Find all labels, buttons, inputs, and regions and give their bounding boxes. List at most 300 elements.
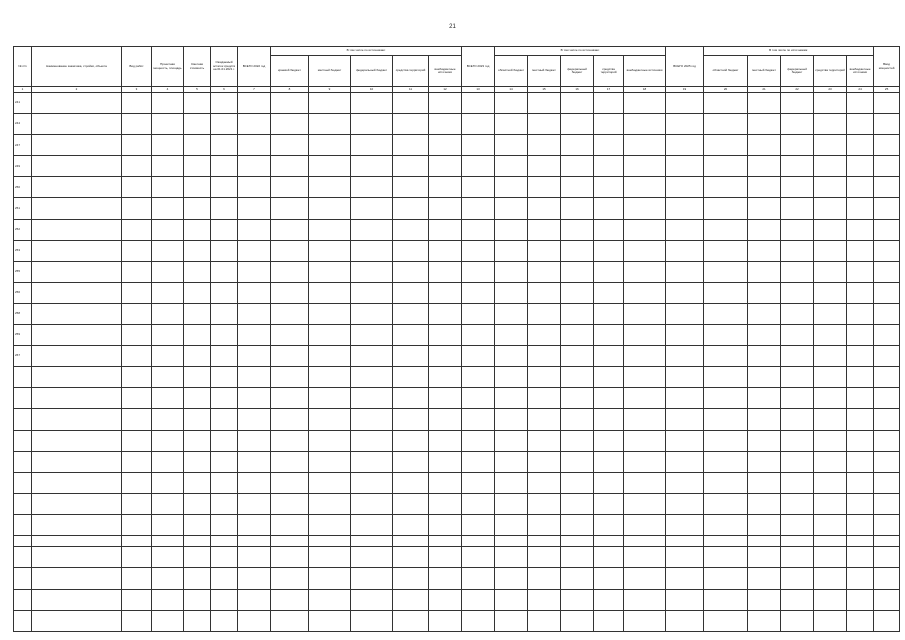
table-cell	[666, 547, 704, 568]
table-cell	[211, 493, 238, 514]
table-cell	[184, 430, 211, 451]
table-cell	[561, 346, 594, 367]
table-cell	[211, 282, 238, 303]
table-cell	[184, 451, 211, 472]
table-cell	[393, 346, 429, 367]
table-cell	[748, 568, 781, 589]
table-cell	[781, 472, 814, 493]
table-cell	[462, 610, 495, 631]
table-cell	[393, 535, 429, 546]
table-cell	[393, 240, 429, 261]
table-cell	[429, 367, 462, 388]
table-cell	[14, 409, 32, 430]
table-cell	[624, 325, 666, 346]
table-cell	[748, 135, 781, 156]
table-cell	[462, 514, 495, 535]
table-cell	[781, 610, 814, 631]
table-cell	[32, 568, 122, 589]
table-cell	[122, 472, 152, 493]
table-cell	[704, 472, 748, 493]
table-cell	[495, 472, 528, 493]
table-cell	[184, 198, 211, 219]
table-cell	[594, 451, 624, 472]
table-cell	[594, 346, 624, 367]
column-number: 1	[14, 87, 32, 93]
table-cell	[624, 388, 666, 409]
table-cell	[594, 177, 624, 198]
table-cell	[211, 198, 238, 219]
table-cell	[462, 114, 495, 135]
table-cell	[238, 388, 271, 409]
table-cell	[122, 261, 152, 282]
table-cell	[704, 547, 748, 568]
table-cell	[462, 346, 495, 367]
table-cell	[32, 451, 122, 472]
table-cell	[271, 219, 309, 240]
table-cell	[429, 261, 462, 282]
table-cell	[184, 514, 211, 535]
table-cell	[874, 493, 900, 514]
table-cell	[351, 472, 393, 493]
table-cell	[462, 240, 495, 261]
table-cell	[462, 156, 495, 177]
table-cell	[528, 472, 561, 493]
table-cell	[309, 114, 351, 135]
table-cell	[748, 156, 781, 177]
table-cell	[874, 367, 900, 388]
table-cell	[184, 388, 211, 409]
table-cell	[814, 135, 847, 156]
table-cell	[393, 282, 429, 303]
table-cell	[271, 135, 309, 156]
column-number: 8	[271, 87, 309, 93]
table-cell	[122, 568, 152, 589]
table-cell	[122, 589, 152, 610]
table-cell	[211, 240, 238, 261]
table-cell	[561, 198, 594, 219]
table-cell	[429, 325, 462, 346]
header-col18: внебюджетные источники	[624, 56, 666, 87]
table-cell	[528, 610, 561, 631]
table-cell	[624, 472, 666, 493]
table-cell	[462, 177, 495, 198]
table-cell	[814, 409, 847, 430]
table-cell	[393, 114, 429, 135]
table-cell	[32, 198, 122, 219]
table-cell	[814, 388, 847, 409]
table-row	[14, 156, 900, 177]
header-col2: Наименование заказчика, стройки, объекта	[32, 47, 122, 87]
table-cell	[351, 114, 393, 135]
table-cell	[462, 93, 495, 114]
table-cell	[32, 240, 122, 261]
table-cell	[14, 568, 32, 589]
table-cell	[748, 261, 781, 282]
table-cell	[781, 198, 814, 219]
table-cell	[211, 589, 238, 610]
header-col17: средства территорий	[594, 56, 624, 87]
table-cell	[152, 535, 184, 546]
table-cell	[495, 547, 528, 568]
table-cell	[122, 93, 152, 114]
table-cell	[528, 240, 561, 261]
table-cell	[351, 240, 393, 261]
table-cell	[666, 388, 704, 409]
table-cell	[874, 547, 900, 568]
table-cell	[32, 219, 122, 240]
table-cell	[624, 114, 666, 135]
table-cell	[874, 261, 900, 282]
table-cell	[561, 514, 594, 535]
table-cell	[271, 610, 309, 631]
table-cell	[528, 282, 561, 303]
table-cell	[495, 430, 528, 451]
table-cell	[624, 346, 666, 367]
table-cell	[495, 219, 528, 240]
table-cell	[238, 472, 271, 493]
table-cell	[271, 240, 309, 261]
table-cell: 241	[14, 93, 32, 114]
table-cell	[594, 198, 624, 219]
table-cell	[429, 346, 462, 367]
table-cell	[14, 430, 32, 451]
budget-table	[13, 46, 900, 632]
table-cell	[122, 156, 152, 177]
table-cell	[184, 589, 211, 610]
table-row	[14, 589, 900, 610]
table-cell: 249	[14, 156, 32, 177]
table-cell: 267	[14, 346, 32, 367]
table-cell	[122, 430, 152, 451]
table-cell	[429, 388, 462, 409]
table-cell	[528, 114, 561, 135]
column-number: 24	[847, 87, 874, 93]
table-cell	[847, 388, 874, 409]
table-cell	[704, 282, 748, 303]
table-cell	[309, 535, 351, 546]
table-cell	[351, 547, 393, 568]
table-cell	[666, 261, 704, 282]
column-number: 11	[393, 87, 429, 93]
table-cell	[393, 514, 429, 535]
header-col9: местный бюджет	[309, 56, 351, 87]
table-cell	[393, 156, 429, 177]
table-cell	[32, 547, 122, 568]
table-cell	[704, 388, 748, 409]
table-cell	[666, 135, 704, 156]
table-cell	[462, 261, 495, 282]
table-cell	[624, 409, 666, 430]
table-cell	[393, 568, 429, 589]
table-cell	[814, 282, 847, 303]
table-cell	[152, 156, 184, 177]
table-cell	[211, 346, 238, 367]
table-cell	[393, 261, 429, 282]
table-cell	[495, 240, 528, 261]
table-cell	[309, 93, 351, 114]
table-cell	[847, 430, 874, 451]
table-cell	[495, 114, 528, 135]
table-cell	[393, 93, 429, 114]
header-col24: внебюджетные источники	[847, 56, 874, 87]
table-cell	[847, 346, 874, 367]
table-cell	[748, 114, 781, 135]
table-cell	[781, 451, 814, 472]
table-cell	[495, 198, 528, 219]
table-cell	[561, 325, 594, 346]
table-cell	[309, 430, 351, 451]
table-cell	[238, 568, 271, 589]
table-cell	[32, 261, 122, 282]
table-cell	[309, 156, 351, 177]
table-cell	[666, 114, 704, 135]
table-cell	[184, 493, 211, 514]
table-cell	[184, 240, 211, 261]
table-cell	[122, 535, 152, 546]
table-cell	[211, 388, 238, 409]
table-cell	[847, 303, 874, 324]
header-col7: ВСЕГО 2022 год	[238, 47, 271, 87]
table-cell	[271, 346, 309, 367]
table-cell	[594, 493, 624, 514]
table-cell: 256	[14, 282, 32, 303]
table-cell	[814, 367, 847, 388]
table-cell	[32, 535, 122, 546]
table-cell	[847, 198, 874, 219]
table-cell	[271, 430, 309, 451]
table-cell	[14, 589, 32, 610]
table-cell	[874, 388, 900, 409]
table-cell	[748, 535, 781, 546]
table-cell	[666, 568, 704, 589]
table-cell	[32, 589, 122, 610]
table-cell	[211, 535, 238, 546]
table-cell	[704, 451, 748, 472]
table-row	[14, 219, 900, 240]
table-cell	[814, 219, 847, 240]
table-cell: 253	[14, 240, 32, 261]
table-cell	[814, 568, 847, 589]
table-cell	[309, 346, 351, 367]
table-cell	[748, 346, 781, 367]
table-total-row	[14, 535, 900, 546]
column-number: 2	[32, 87, 122, 93]
table-cell	[152, 430, 184, 451]
table-cell	[528, 388, 561, 409]
table-cell	[624, 430, 666, 451]
table-cell	[238, 514, 271, 535]
table-cell	[393, 493, 429, 514]
table-cell	[814, 430, 847, 451]
table-cell	[351, 388, 393, 409]
table-cell	[238, 135, 271, 156]
table-cell	[238, 177, 271, 198]
table-cell	[393, 367, 429, 388]
column-number: 15	[528, 87, 561, 93]
table-row	[14, 198, 900, 219]
table-cell	[624, 135, 666, 156]
table-cell	[122, 451, 152, 472]
table-cell	[704, 261, 748, 282]
table-cell	[184, 610, 211, 631]
table-cell	[624, 261, 666, 282]
table-row	[14, 367, 900, 388]
table-cell	[847, 156, 874, 177]
table-cell	[309, 409, 351, 430]
table-cell	[748, 325, 781, 346]
table-cell	[624, 198, 666, 219]
table-cell	[561, 282, 594, 303]
table-cell: 251	[14, 198, 32, 219]
table-cell	[429, 409, 462, 430]
table-cell	[666, 303, 704, 324]
table-cell	[594, 261, 624, 282]
table-cell	[238, 282, 271, 303]
table-cell	[351, 198, 393, 219]
table-cell	[704, 219, 748, 240]
table-cell	[704, 198, 748, 219]
table-cell	[814, 93, 847, 114]
table-cell	[874, 589, 900, 610]
table-cell	[495, 451, 528, 472]
table-cell	[32, 430, 122, 451]
table-cell	[781, 589, 814, 610]
table-cell	[152, 388, 184, 409]
table-cell	[594, 535, 624, 546]
table-cell	[561, 135, 594, 156]
table-cell	[781, 388, 814, 409]
table-cell	[429, 430, 462, 451]
table-cell	[351, 93, 393, 114]
table-cell	[495, 388, 528, 409]
table-cell	[184, 346, 211, 367]
table-cell	[814, 493, 847, 514]
table-cell	[666, 610, 704, 631]
table-cell	[814, 610, 847, 631]
table-cell	[32, 472, 122, 493]
table-cell	[561, 589, 594, 610]
table-cell	[351, 219, 393, 240]
table-cell	[704, 367, 748, 388]
table-cell	[528, 346, 561, 367]
table-cell	[594, 610, 624, 631]
table-cell	[781, 282, 814, 303]
table-row	[14, 514, 900, 535]
table-cell	[594, 388, 624, 409]
table-cell	[847, 261, 874, 282]
table-cell	[704, 589, 748, 610]
table-cell	[666, 451, 704, 472]
table-cell	[704, 135, 748, 156]
table-cell: 247	[14, 135, 32, 156]
table-cell: 259	[14, 325, 32, 346]
table-cell	[351, 325, 393, 346]
table-cell	[748, 409, 781, 430]
table-cell	[152, 219, 184, 240]
table-cell	[781, 547, 814, 568]
table-cell	[152, 514, 184, 535]
table-cell	[781, 114, 814, 135]
table-cell	[704, 430, 748, 451]
header-group2: В том числе по источникам:	[495, 47, 666, 56]
page-number: 21	[449, 24, 456, 30]
table-cell	[393, 325, 429, 346]
table-cell	[528, 303, 561, 324]
table-cell	[814, 451, 847, 472]
table-cell	[528, 367, 561, 388]
header-col10: федеральный бюджет	[351, 56, 393, 87]
table-cell	[666, 535, 704, 546]
table-cell	[32, 114, 122, 135]
table-cell	[748, 367, 781, 388]
table-cell	[462, 472, 495, 493]
table-cell	[624, 610, 666, 631]
table-cell	[561, 535, 594, 546]
table-cell	[528, 493, 561, 514]
table-cell	[704, 610, 748, 631]
table-cell	[781, 568, 814, 589]
table-cell	[309, 514, 351, 535]
table-cell	[393, 219, 429, 240]
table-cell	[666, 93, 704, 114]
table-cell	[814, 325, 847, 346]
table-cell	[211, 451, 238, 472]
table-cell	[32, 367, 122, 388]
table-row	[14, 282, 900, 303]
table-cell	[152, 303, 184, 324]
column-number: 17	[594, 87, 624, 93]
table-cell	[429, 547, 462, 568]
table-cell	[211, 177, 238, 198]
table-row	[14, 346, 900, 367]
table-cell	[814, 240, 847, 261]
table-cell	[122, 303, 152, 324]
table-cell	[704, 303, 748, 324]
table-cell	[309, 240, 351, 261]
table-cell	[32, 325, 122, 346]
table-cell	[238, 156, 271, 177]
table-cell	[847, 93, 874, 114]
table-cell	[814, 303, 847, 324]
table-cell	[666, 430, 704, 451]
table-cell	[152, 177, 184, 198]
table-cell	[184, 409, 211, 430]
header-group1: В том числе по источникам:	[271, 47, 462, 56]
table-cell	[624, 514, 666, 535]
table-cell	[847, 568, 874, 589]
table-cell	[561, 367, 594, 388]
table-cell	[309, 388, 351, 409]
header-col14: областной бюджет	[495, 56, 528, 87]
table-cell	[462, 198, 495, 219]
table-cell	[528, 451, 561, 472]
table-cell	[32, 346, 122, 367]
table-cell	[393, 409, 429, 430]
table-cell	[495, 156, 528, 177]
table-cell	[561, 451, 594, 472]
table-cell	[393, 610, 429, 631]
header-group3: В том числе по источникам:	[704, 47, 874, 56]
table-cell	[594, 156, 624, 177]
table-cell	[704, 346, 748, 367]
header-col13: ВСЕГО 2023 год	[462, 47, 495, 87]
table-cell	[814, 156, 847, 177]
table-cell	[624, 282, 666, 303]
column-number: 19	[666, 87, 704, 93]
table-cell	[238, 535, 271, 546]
table-cell	[152, 451, 184, 472]
header-col21: местный бюджет	[748, 56, 781, 87]
